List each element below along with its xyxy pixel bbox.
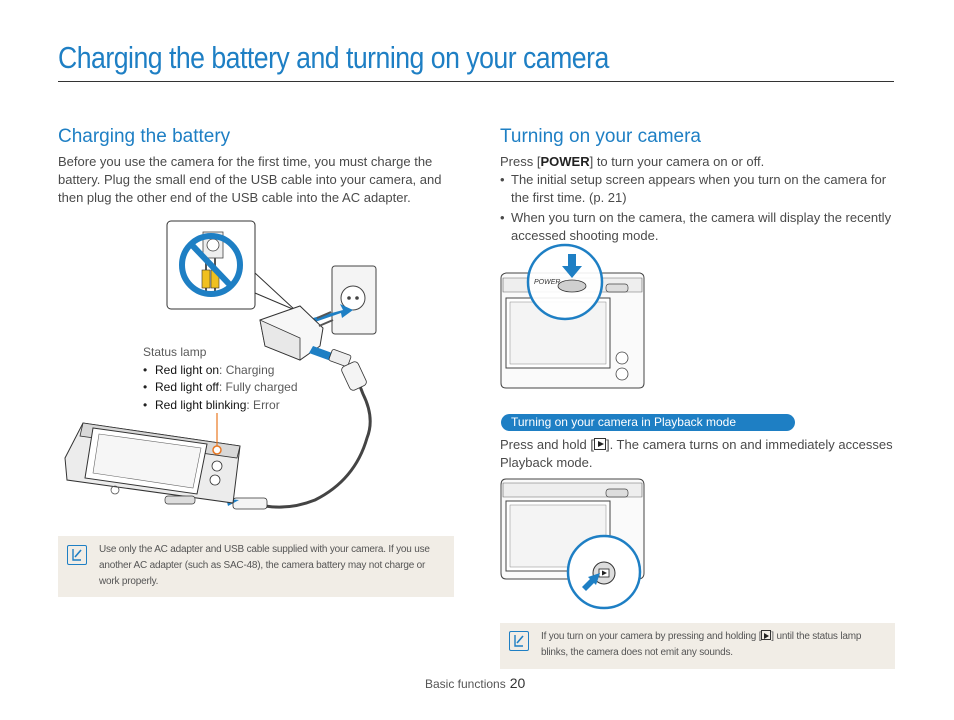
page-number: 20: [509, 675, 526, 691]
status-lamp-label: Status lamp: [143, 345, 207, 359]
playback-note: [500, 623, 895, 669]
page-footer: [425, 675, 525, 691]
no-entry-icon: [167, 221, 295, 310]
charging-heading: Charging the battery: [58, 126, 231, 147]
status-lamp-legend: [143, 344, 298, 414]
note-icon: [509, 631, 529, 651]
power-label: POWER: [534, 279, 561, 286]
camera-power-illustration: [498, 248, 648, 393]
list-item: • When you turn on the camera, the camera will display the recently accessed shooting mode.: [500, 209, 894, 245]
status-item: • Red light off: Fully charged: [143, 379, 298, 397]
turning-on-text: Press [POWER] to turn your camera on or off. • The initial setup screen appears when you turn on the camera for the first time. (p. 21) • When you turn on the camera, the camera will display the recently accessed shooting mode.: [500, 153, 894, 245]
footer-section: Basic functions: [425, 677, 506, 691]
status-item: • Red light blinking: Error: [143, 397, 298, 415]
play-icon: [761, 630, 771, 640]
page-title: Charging the battery and turning on your camera: [58, 40, 609, 75]
adapter-note: [58, 536, 454, 597]
charging-intro: Before you use the camera for the first time, you must charge the battery. Plug the small end of the USB cable into your camera, and then plug the other end of the USB cable into the AC adapter.: [58, 154, 442, 205]
list-item: • The initial setup screen appears when you turn on the camera for the first time. (p. 21): [500, 171, 894, 207]
play-icon: [594, 438, 606, 450]
power-key: POWER: [540, 154, 590, 169]
status-item: • Red light on: Charging: [143, 362, 298, 380]
title-rule: [58, 81, 894, 82]
playback-note-text: If you turn on your camera by pressing and holding [ ] until the status lamp blinks, the camera does not emit any sounds.: [541, 631, 862, 658]
playback-mode-pill: Turning on your camera in Playback mode: [501, 414, 795, 431]
camera-playback-illustration: [498, 475, 648, 615]
turning-on-heading: Turning on your camera: [500, 126, 702, 147]
note-icon: [67, 545, 87, 565]
adapter-note-text: Use only the AC adapter and USB cable supplied with your camera. If you use another AC adapter (such as SAC-48), the camera battery may not charge or work properly.: [99, 544, 430, 587]
playback-text: Press and hold [ ]. The camera turns on and immediately accesses Playback mode.: [500, 437, 893, 470]
